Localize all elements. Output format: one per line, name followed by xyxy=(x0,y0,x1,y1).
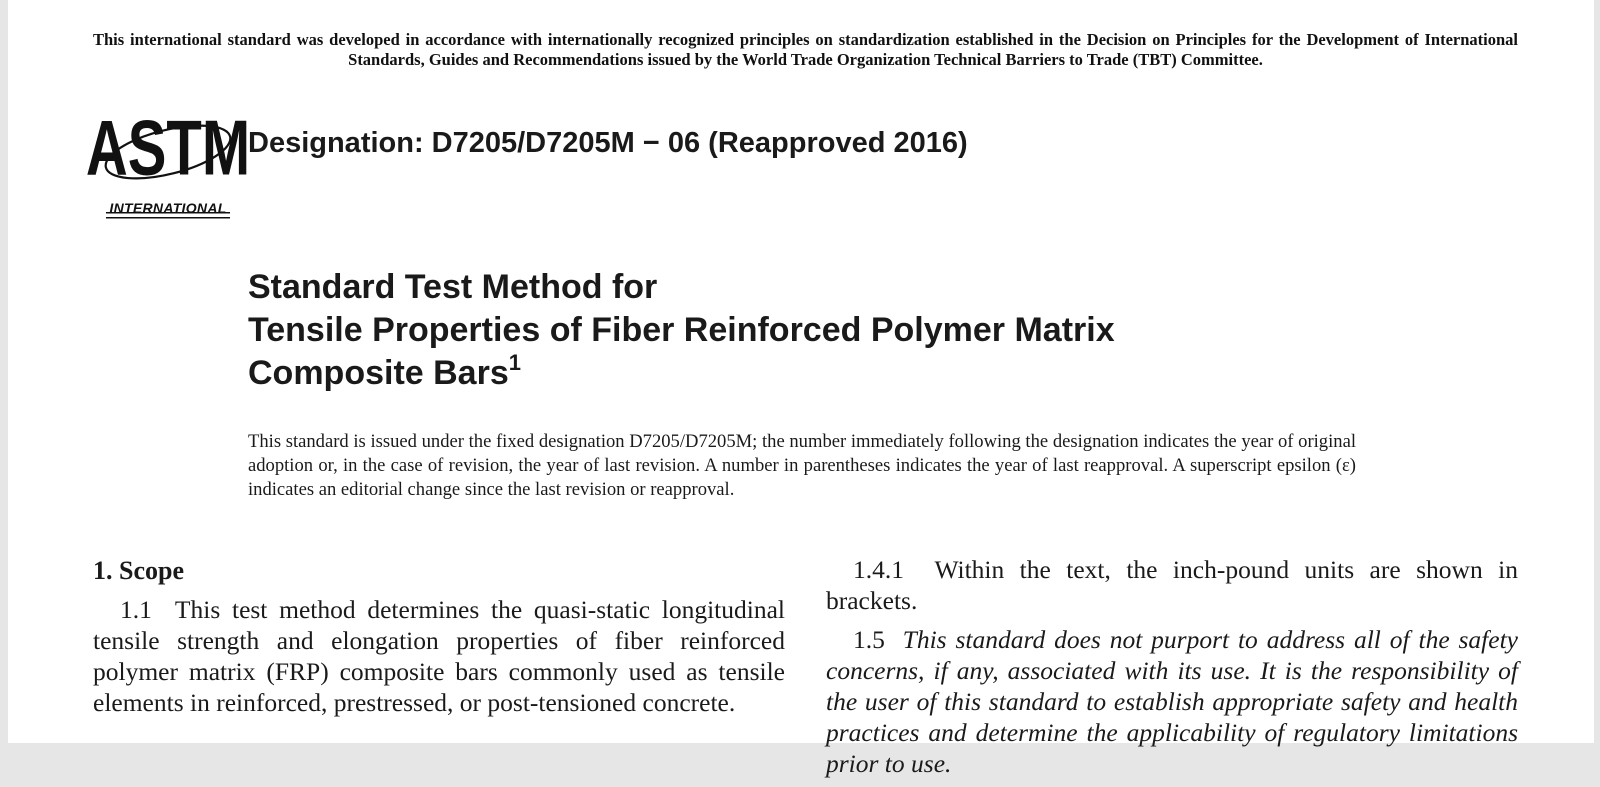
title-line-1: Standard Test Method for xyxy=(248,268,658,306)
paragraph-number: 1.1 xyxy=(120,595,152,624)
paragraph-1-5 xyxy=(826,624,1518,779)
paragraph-number: 1.5 xyxy=(853,625,885,654)
document-page xyxy=(8,0,1594,778)
title-line-3-text: Composite Bars xyxy=(248,354,509,392)
paragraph-number: 1.4.1 xyxy=(853,555,904,584)
section-heading-scope: 1. Scope xyxy=(93,556,184,585)
logo-letters: ASTM xyxy=(85,103,251,192)
document-title xyxy=(248,266,1115,395)
title-line-3 xyxy=(248,352,1115,395)
issuance-note: This standard is issued under the fixed designation D7205/D7205M; the number immediately following the designation indicates the year of original adoption or, in the case of revision, the year of last revision. A number in parentheses indicates the year of last reapproval. A superscript epsilon (ε) indicates an editorial change since the last revision or reapproval. xyxy=(248,431,1356,500)
paragraph-text: This test method determines the quasi-static longitudinal tensile strength and elongation properties of fiber reinforced polymer matrix (FRP) composite bars commonly used as tensile elements in reinforced, prestressed, or post-tensioned concrete. xyxy=(93,595,785,717)
paragraph-text: This standard does not purport to address all of the safety concerns, if any, associated with its use. It is the responsibility of the user of this standard to establish appropriate safety and health practices and determine the applicability of regulatory limitations prior to use. xyxy=(826,625,1518,778)
paragraph-1-4-1 xyxy=(826,554,1518,616)
title-footnote-mark: 1 xyxy=(508,350,521,375)
right-column xyxy=(826,554,1518,787)
wto-notice: This international standard was developed in accordance with internationally recognized principles on standardization established in the Decision on Principles for the Development of International Standards, Guides and Recommendations issued by the World Trade Organization Technical Barriers to Trade (TBT) Committee. xyxy=(93,30,1518,69)
title-line-2: Tensile Properties of Fiber Reinforced Polymer Matrix xyxy=(248,311,1115,349)
left-column xyxy=(93,554,785,726)
paragraph-1-1 xyxy=(93,594,785,718)
logo-word: INTERNATIONAL xyxy=(109,200,227,216)
paragraph-text: Within the text, the inch-pound units are shown in brackets. xyxy=(826,555,1518,615)
designation: Designation: D7205/D7205M − 06 (Reapproved 2016) xyxy=(248,127,968,159)
